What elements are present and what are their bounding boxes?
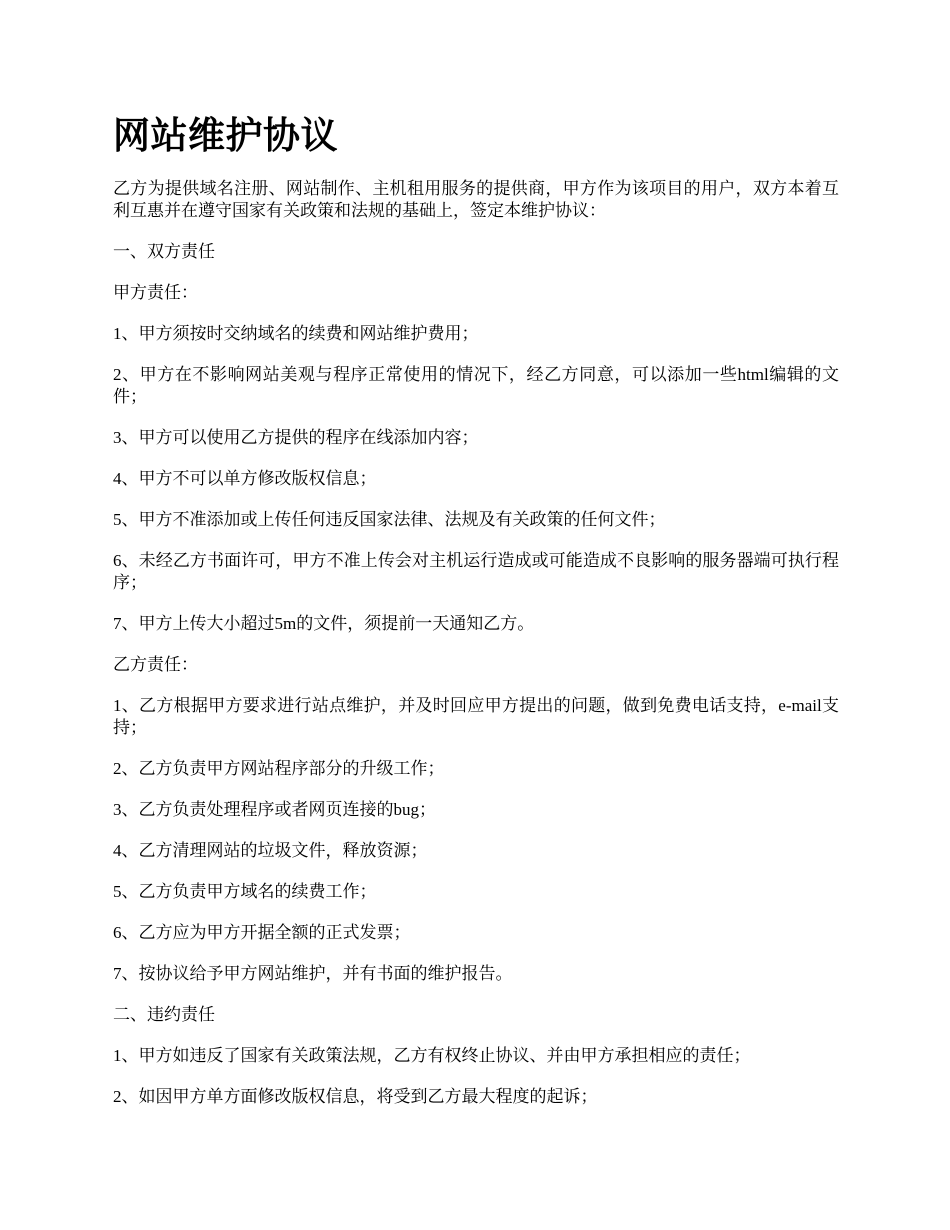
- party-b-clause-1: 1、乙方根据甲方要求进行站点维护，并及时回应甲方提出的问题，做到免费电话支持，e-mail支持；: [113, 696, 839, 737]
- party-a-clause-1: 1、甲方须按时交纳域名的续费和网站维护费用；: [113, 324, 479, 343]
- breach-clause-2: 2、如因甲方单方面修改版权信息，将受到乙方最大程度的起诉；: [113, 1087, 598, 1106]
- party-b-clause-5: 5、乙方负责甲方域名的续费工作；: [113, 882, 377, 901]
- party-a-clause-4: 4、甲方不可以单方修改版权信息；: [113, 469, 377, 488]
- party-b-clause-6: 6、乙方应为甲方开据全额的正式发票；: [113, 923, 411, 942]
- party-b-heading: 乙方责任：: [113, 655, 198, 674]
- party-a-clause-5: 5、甲方不准添加或上传任何违反国家法律、法规及有关政策的任何文件；: [113, 510, 666, 529]
- party-a-clause-2: 2、甲方在不影响网站美观与程序正常使用的情况下，经乙方同意，可以添加一些html编辑的文件；: [113, 365, 839, 406]
- breach-clause-1: 1、甲方如违反了国家有关政策法规，乙方有权终止协议、并由甲方承担相应的责任；: [113, 1046, 751, 1065]
- party-a-clause-6: 6、未经乙方书面许可，甲方不准上传会对主机运行造成或可能造成不良影响的服务器端可执行程序；: [113, 551, 839, 592]
- party-a-clause-7: 7、甲方上传大小超过5m的文件，须提前一天通知乙方。: [113, 614, 535, 633]
- party-a-clause-3: 3、甲方可以使用乙方提供的程序在线添加内容；: [113, 428, 479, 447]
- intro-paragraph: 乙方为提供域名注册、网站制作、主机租用服务的提供商，甲方作为该项目的用户，双方本着互利互惠并在遵守国家有关政策和法规的基础上，签定本维护协议：: [113, 179, 839, 220]
- party-b-clause-2: 2、乙方负责甲方网站程序部分的升级工作；: [113, 759, 445, 778]
- document-page: [113, 112, 839, 1127]
- section-heading-breach: 二、违约责任: [113, 1005, 215, 1024]
- party-b-clause-4: 4、乙方清理网站的垃圾文件，释放资源；: [113, 841, 428, 860]
- party-b-clause-3: 3、乙方负责处理程序或者网页连接的bug；: [113, 800, 436, 819]
- document-title: 网站维护协议: [113, 116, 338, 157]
- party-b-clause-7: 7、按协议给予甲方网站维护，并有书面的维护报告。: [113, 964, 513, 983]
- party-a-heading: 甲方责任：: [113, 283, 198, 302]
- section-heading-responsibilities: 一、双方责任: [113, 242, 215, 261]
